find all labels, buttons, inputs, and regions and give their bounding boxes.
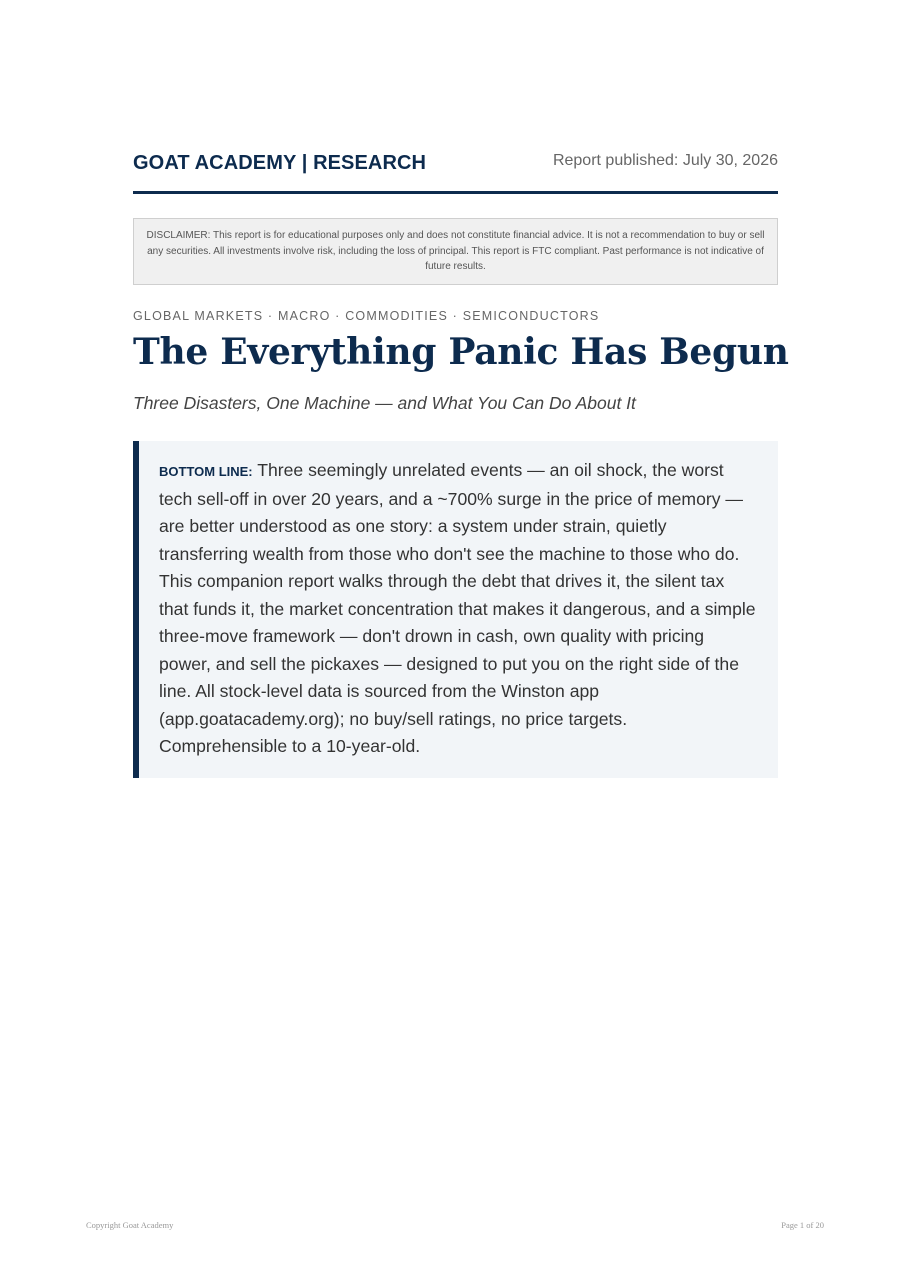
topic-tags: GLOBAL MARKETS · MACRO · COMMODITIES · SEMICONDUCTORS [133,309,600,323]
brand-title: GOAT ACADEMY | RESEARCH [133,152,427,174]
report-header [133,150,778,194]
report-title: The Everything Panic Has Begun [133,331,789,373]
footer-page-number: Page 1 of 20 [781,1220,824,1230]
published-date: Report published: July 30, 2026 [552,152,778,169]
bottom-line-label: BOTTOM LINE: [159,464,253,479]
bottom-line-text: Three seemingly unrelated events — an oil shock, the worst tech sell-off in over 20 years, and a ~700% surge in the price of memory — are better understood as one story: a system under strain, quietly transferring wealth from those who don't see the machine to those who do. This companion report walks through the debt that drives it, the silent tax that funds it, the market concentration that makes it dangerous, and a simple three-move framework — don't drown in cash, own quality with pricing power, and sell the pickaxes — designed to put you on the right side of the line. All stock-level data is sourced from the Winston app (app.goatacademy.org); no buy/sell ratings, no price targets. Comprehensible to a 10-year-old. [159,460,756,756]
report-subtitle: Three Disasters, One Machine — and What You Can Do About It [133,393,636,413]
footer-copyright: Copyright Goat Academy [86,1220,174,1230]
bottom-line-callout [133,441,778,778]
disclaimer-box: DISCLAIMER: This report is for educational purposes only and does not constitute financial advice. It is not a recommendation to buy or sell any securities. All investments involve risk, including the loss of principal. This report is FTC compliant. Past performance is not indicative of future results. [133,218,778,285]
